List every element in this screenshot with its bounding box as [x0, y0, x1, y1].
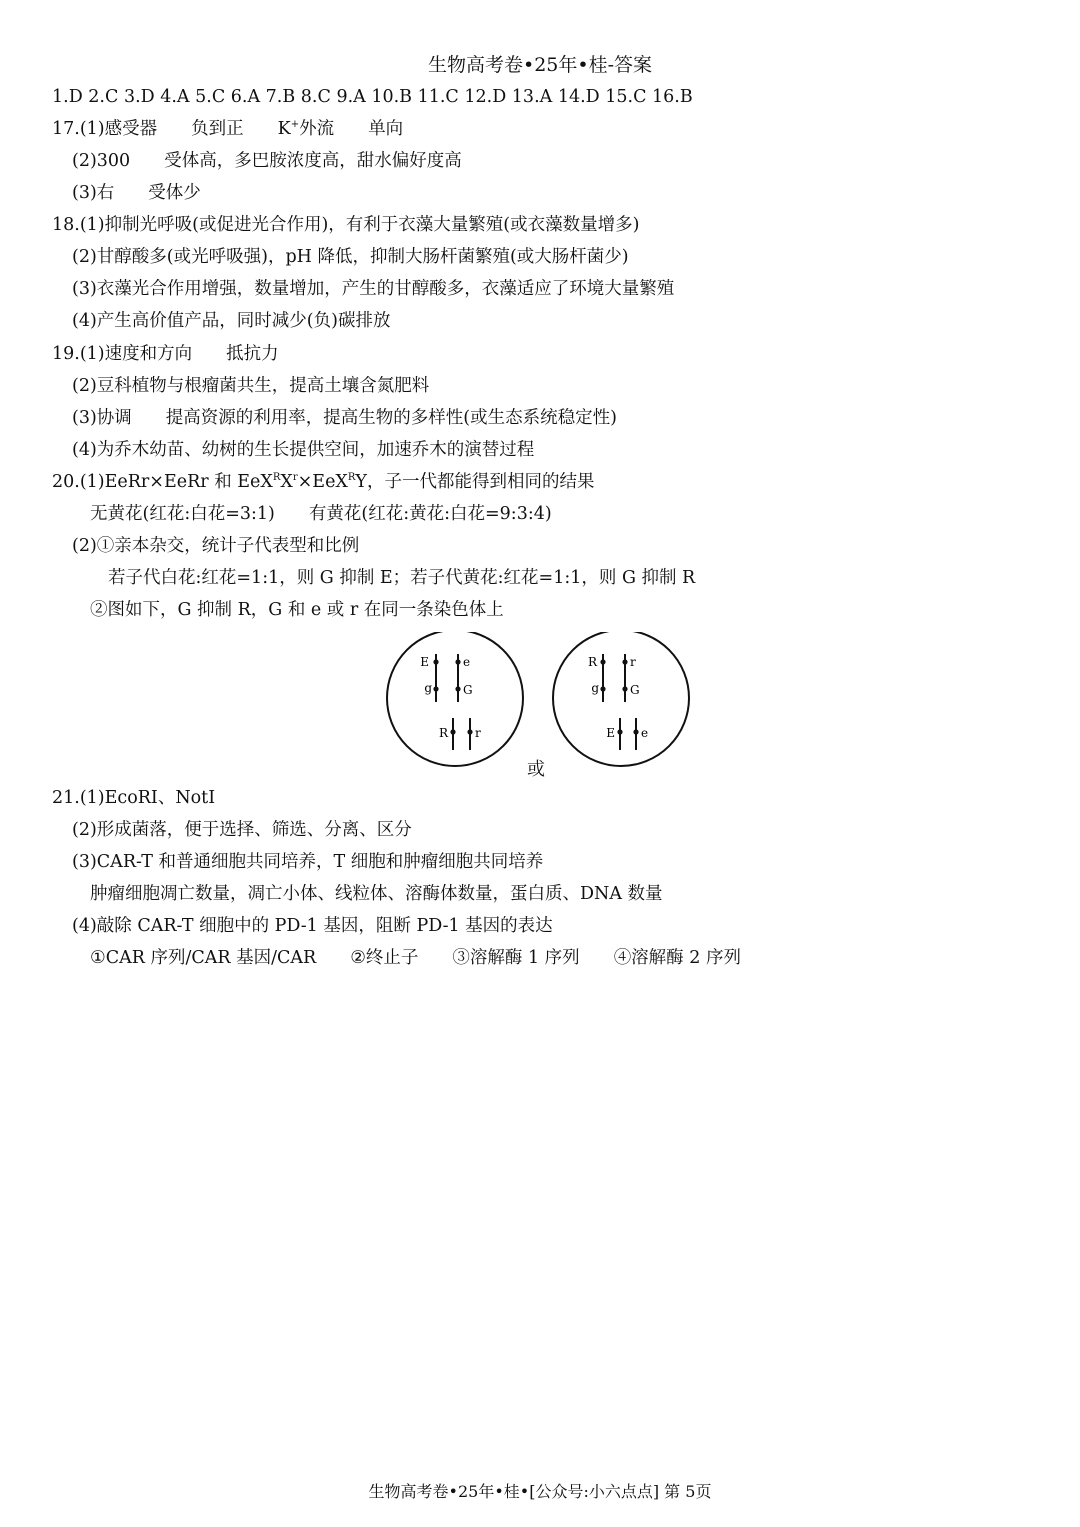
label-G: G — [630, 683, 640, 697]
q21-line-6: ①CAR 序列/CAR 基因/CAR ②终止子 ③溶解酶 1 序列 ④溶解酶 2 序列 — [90, 948, 741, 968]
q19-line-1: 19.(1)速度和方向 抵抗力 — [52, 344, 279, 364]
q19-line-2: (2)豆科植物与根瘤菌共生，提高土壤含氮肥料 — [72, 376, 430, 396]
q20-line-5: ②图如下，G 抑制 R，G 和 e 或 r 在同一条染色体上 — [90, 600, 504, 620]
q21-line-5: (4)敲除 CAR-T 细胞中的 PD-1 基因，阻断 PD-1 基因的表达 — [72, 916, 553, 936]
q19-line-3: (3)协调 提高资源的利用率，提高生物的多样性(或生态系统稳定性) — [72, 408, 617, 428]
page-title: 生物高考卷•25年•桂-答案 — [427, 54, 652, 76]
page-footer: 生物高考卷•25年•桂•[公众号:小六点点] 第 5页 — [368, 1482, 712, 1501]
label-E: E — [606, 726, 615, 740]
q18-line-2: (2)甘醇酸多(或光呼吸强)，pH 降低，抑制大肠杆菌繁殖(或大肠杆菌少) — [72, 247, 629, 267]
q20-line-4: 若子代白花:红花=1:1，则 G 抑制 E；若子代黄花:红花=1:1，则 G 抑制 R — [108, 568, 696, 588]
label-e: e — [463, 655, 471, 669]
q21-line-4: 肿瘤细胞凋亡数量，凋亡小体、线粒体、溶酶体数量，蛋白质、DNA 数量 — [90, 884, 663, 904]
q17-line-1: 17.(1)感受器 负到正 K+外流 单向 — [52, 119, 404, 139]
label-E: E — [420, 655, 429, 669]
q18-line-4: (4)产生高价值产品，同时减少(负)碳排放 — [72, 311, 391, 331]
q18-line-1: 18.(1)抑制光呼吸(或促进光合作用)，有利于衣藻大量繁殖(或衣藻数量增多) — [52, 215, 640, 235]
q20-line-3: (2)①亲本杂交，统计子代表型和比例 — [72, 536, 360, 556]
q19-line-4: (4)为乔木幼苗、幼树的生长提供空间，加速乔木的演替过程 — [72, 440, 535, 460]
cell-right — [553, 632, 689, 766]
q20-line-1: 20.(1)EeRr×EeRr 和 $EeX^RX^r\times EeX^RY$，子一代都能得到相同的结果 — [52, 472, 595, 492]
q21-line-2: (2)形成菌落，便于选择、筛选、分离、区分 — [72, 820, 412, 840]
q21-line-3: (3)CAR-T 和普通细胞共同培养，T 细胞和肿瘤细胞共同培养 — [72, 852, 544, 872]
diagram-or-label: 或 — [527, 759, 545, 780]
label-r: r — [630, 655, 636, 669]
label-R: R — [587, 655, 597, 669]
cell-left — [387, 632, 523, 766]
q18-line-3: (3)衣藻光合作用增强，数量增加，产生的甘醇酸多，衣藻适应了环境大量繁殖 — [72, 279, 675, 299]
q17-line-2: (2)300 受体高，多巴胺浓度高，甜水偏好度高 — [72, 151, 462, 171]
q20-line-2: 无黄花(红花:白花=3:1) 有黄花(红花:黄花:白花=9:3:4) — [90, 504, 552, 524]
label-r: r — [475, 726, 481, 740]
label-g: g — [424, 681, 432, 695]
label-e: e — [641, 726, 649, 740]
q17-line-3: (3)右 受体少 — [72, 183, 201, 203]
q21-line-1: 21.(1)EcoRⅠ、NotⅠ — [52, 788, 216, 808]
label-g: g — [591, 681, 599, 695]
label-R: R — [438, 726, 448, 740]
label-G: G — [463, 683, 473, 697]
choice-answers: 1.D 2.C 3.D 4.A 5.C 6.A 7.B 8.C 9.A 10.B 11.C 12.D 13.A 14.D 15.C 16.B — [52, 87, 693, 107]
